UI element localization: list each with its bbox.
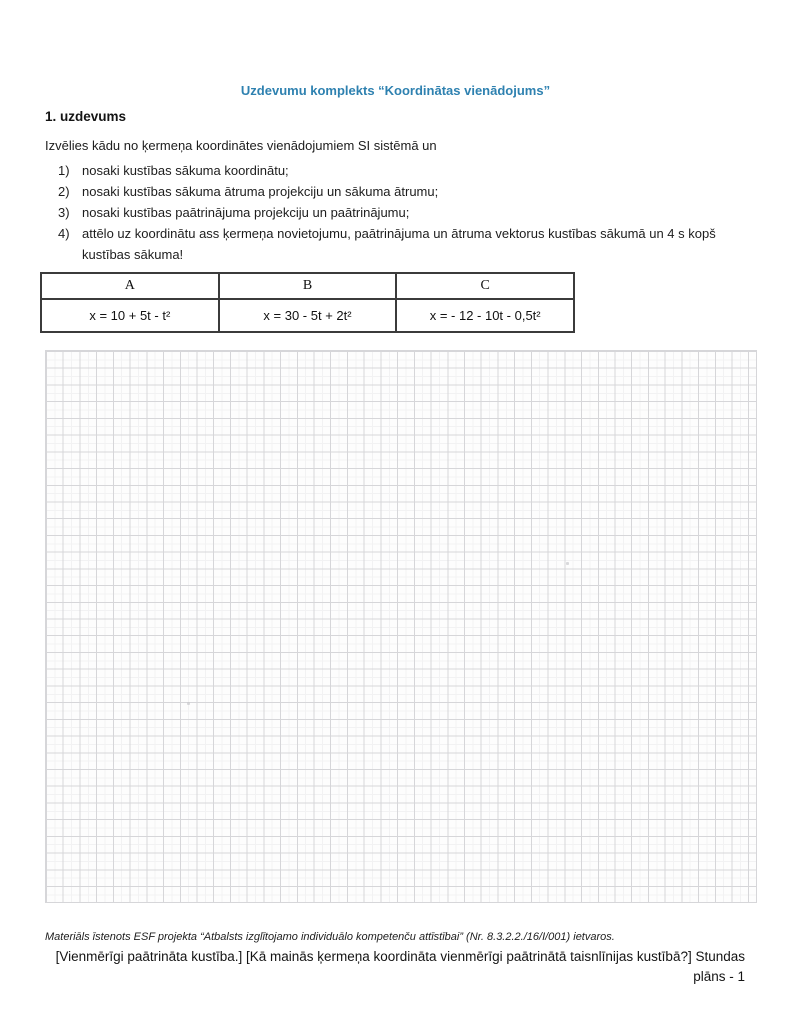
section-heading: 1. uzdevums <box>45 109 127 124</box>
task-item-3 <box>45 202 760 223</box>
equation-c: x = - 12 - 10t - 0,5t² <box>396 299 574 332</box>
task-item-4 <box>45 223 760 265</box>
table-header-c: C <box>396 273 574 299</box>
table-header-a: A <box>41 273 219 299</box>
graph-paper-grid <box>45 350 757 903</box>
task-number: 4) <box>58 226 70 241</box>
table-header-b: B <box>219 273 397 299</box>
task-item-1 <box>45 160 760 181</box>
task-number: 3) <box>58 205 70 220</box>
scan-speck <box>566 562 569 565</box>
scan-speck <box>187 702 190 705</box>
task-text: nosaki kustības sākuma ātruma projekciju un sākuma ātrumu; <box>82 184 439 199</box>
task-text: nosaki kustības paātrinājuma projekciju un paātrinājumu; <box>82 205 410 220</box>
page-title: Uzdevumu komplekts “Koordinātas vienādojums” <box>240 83 551 98</box>
task-item-2 <box>45 181 760 202</box>
task-list <box>45 160 760 265</box>
task-number: 2) <box>58 184 70 199</box>
task-number: 1) <box>58 163 70 178</box>
table-equation-row <box>41 299 574 332</box>
task-text: nosaki kustības sākuma koordinātu; <box>82 163 289 178</box>
footer-project-note: Materiāls īstenots ESF projekta “Atbalsts izglītojamo individuālo kompetenču attīstībai” (Nr. 8.3.2.2./16/I/001) ietvaros. <box>45 931 615 943</box>
equations-table <box>40 272 575 333</box>
equation-b: x = 30 - 5t + 2t² <box>219 299 397 332</box>
equation-a: x = 10 + 5t - t² <box>41 299 219 332</box>
footer-lesson-line: [Vienmērīgi paātrināta kustība.] [Kā mainās ķermeņa koordināta vienmērīgi paātrinātā taisnlīnijas kustībā?] Stundas <box>55 949 745 964</box>
footer-lesson-plan <box>45 947 745 987</box>
footer-page-line: plāns - 1 <box>693 969 745 984</box>
intro-text: Izvēlies kādu no ķermeņa koordinātes vienādojumiem SI sistēmā un <box>45 138 437 153</box>
task-text: attēlo uz koordinātu ass ķermeņa novietojumu, paātrinājuma un ātruma vektorus kustības sākumā un 4 s kopš kustības sākuma! <box>82 226 716 262</box>
table-header-row <box>41 273 574 299</box>
